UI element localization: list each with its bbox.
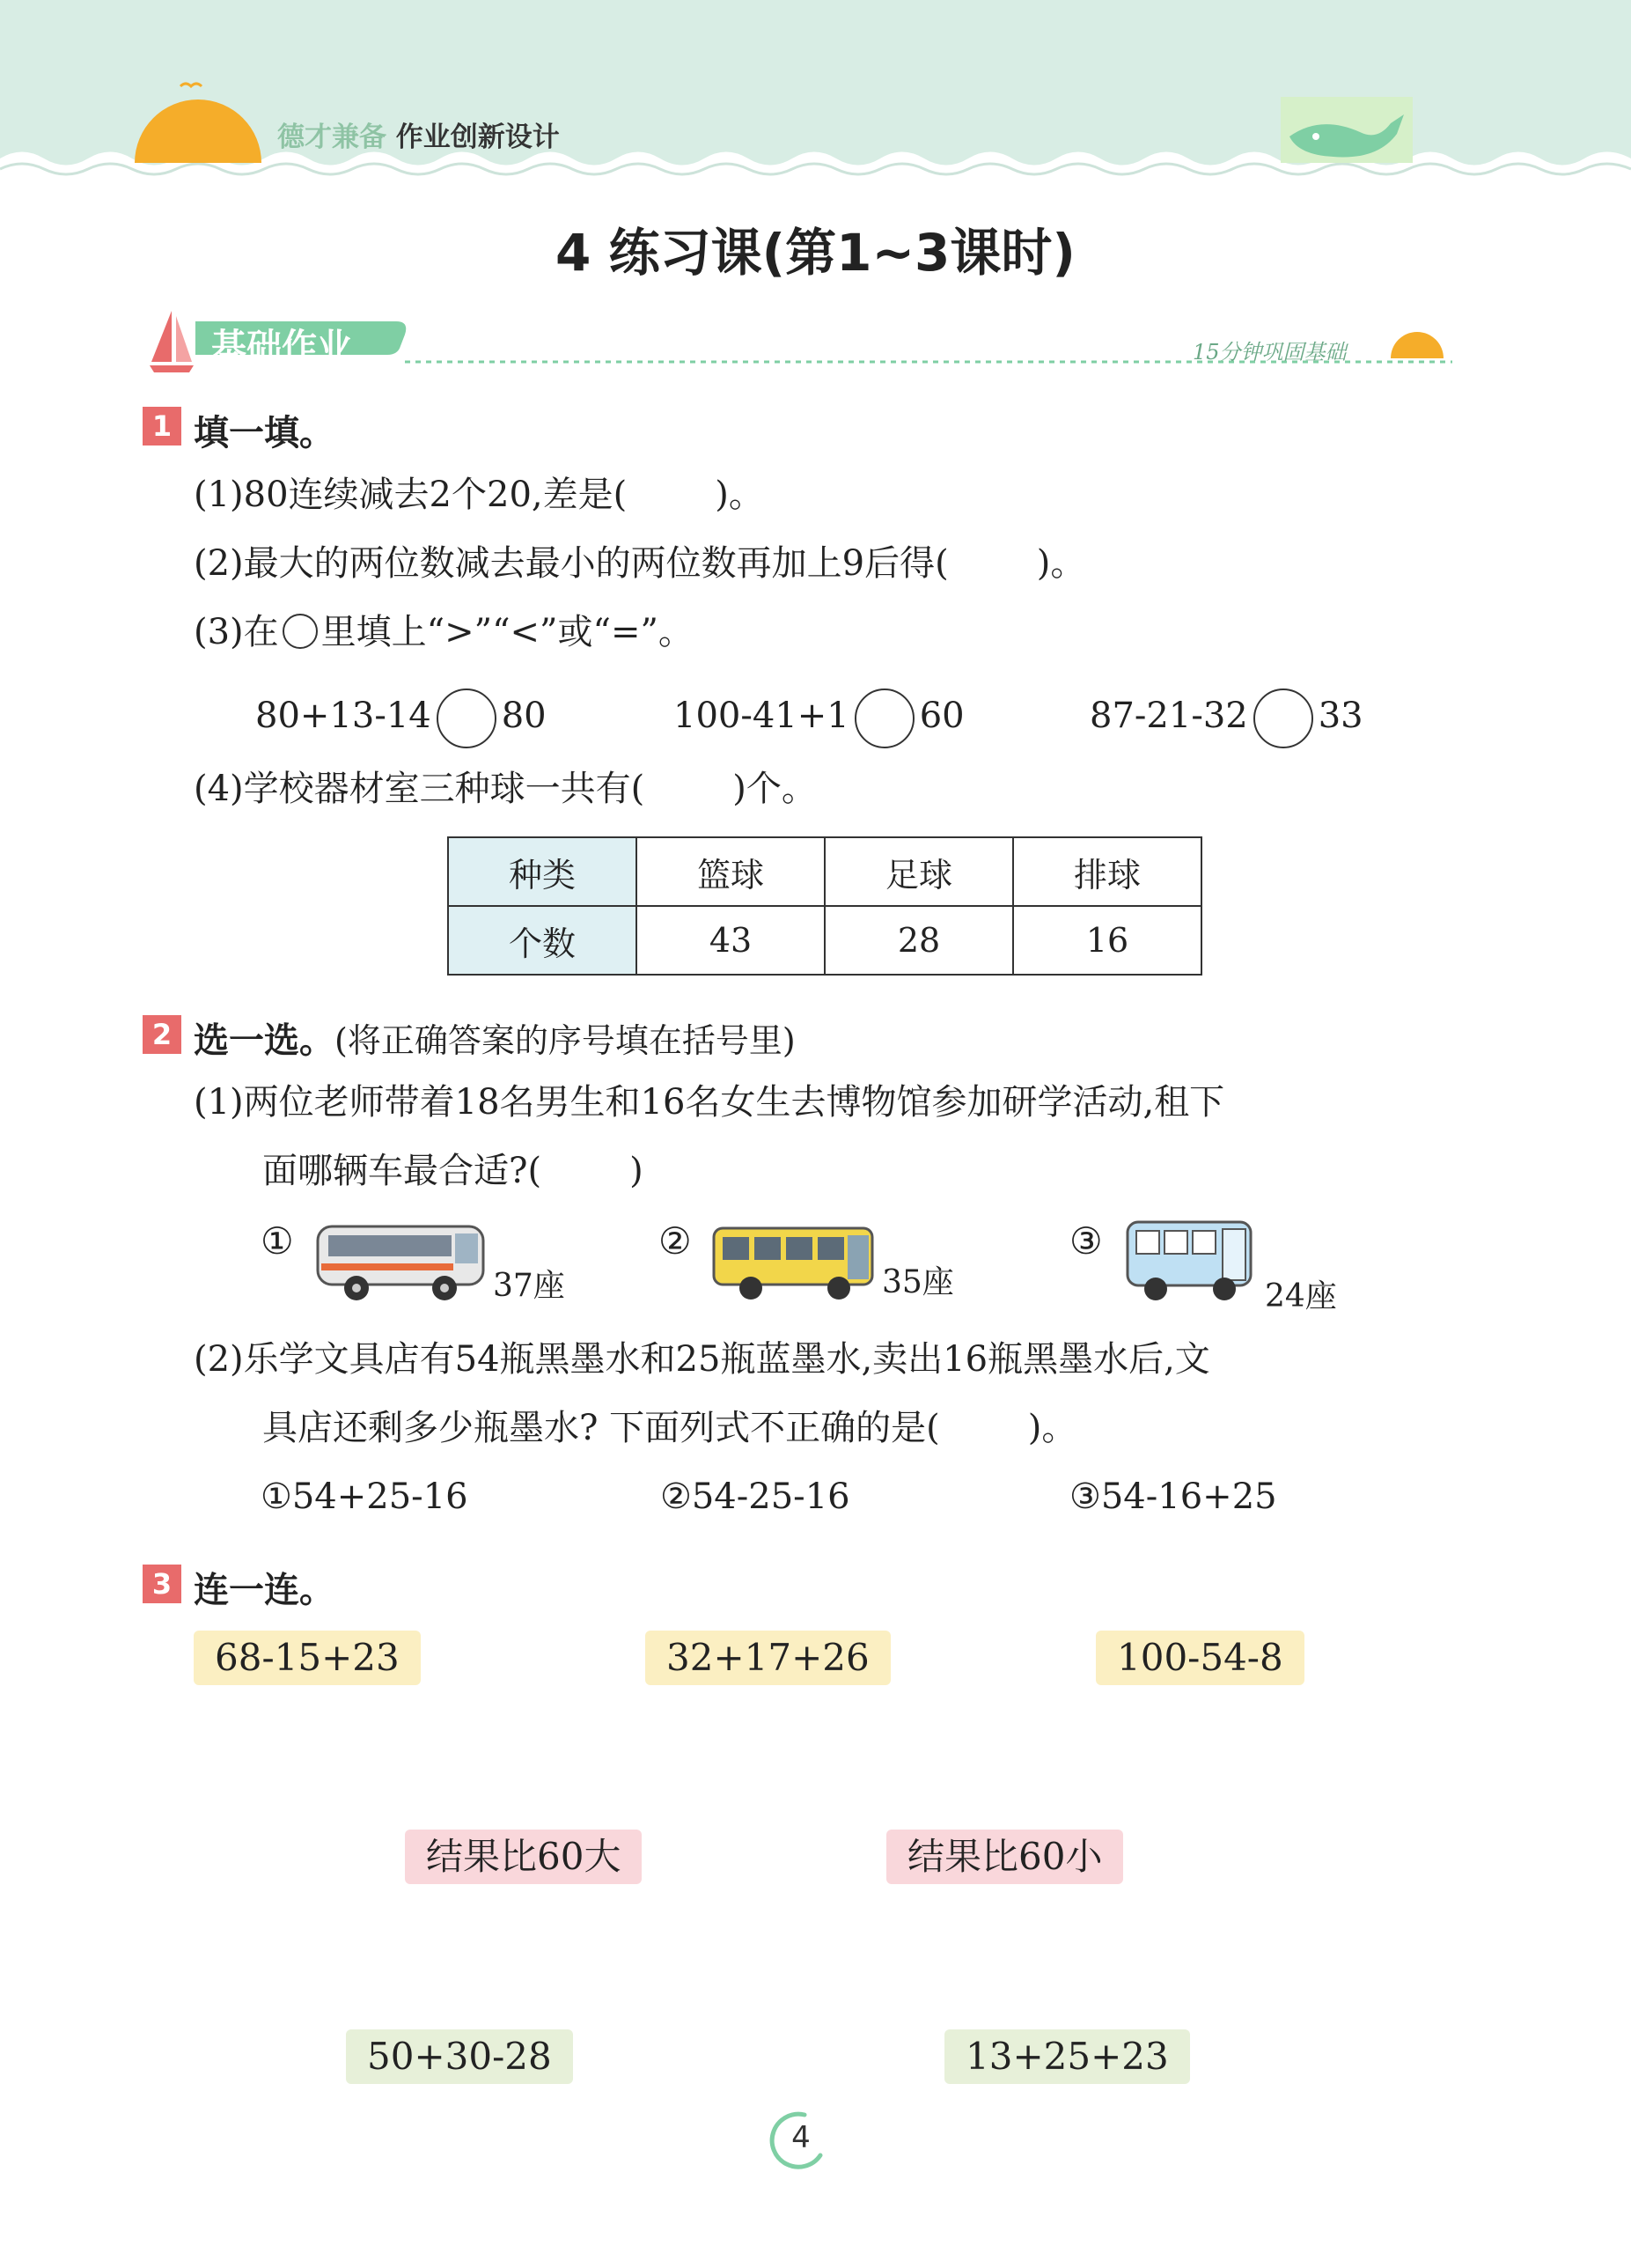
table-cell: 43 (636, 906, 825, 975)
q1-item-2-end: )。 (1036, 543, 1086, 584)
whale-icon (1281, 97, 1413, 163)
vehicle-1-seats: 37座 (493, 1268, 565, 1304)
page-title: 4 练习课(第1~3课时) (555, 223, 1076, 283)
question-number-1: 1 (143, 407, 181, 446)
compare-2-left: 100-41+1 (673, 696, 849, 736)
q2-sub1-line2-text: 面哪辆车最合适?( (262, 1151, 542, 1191)
minibus-icon (1122, 1215, 1259, 1307)
vehicle-3-seats: 24座 (1265, 1278, 1337, 1314)
compare-3 (1090, 688, 1363, 748)
option-3[interactable]: ③54-16+25 (1069, 1476, 1277, 1517)
q2-sub2-line2-text: 具店还剩多少瓶墨水? 下面列式不正确的是( (262, 1408, 940, 1448)
q1-item-4 (194, 768, 817, 810)
q2-sub1-line2-end: ) (629, 1151, 643, 1191)
compare-1 (255, 688, 547, 748)
compare-circle[interactable] (437, 688, 496, 748)
compare-2 (673, 688, 965, 748)
question-number-2: 2 (143, 1015, 181, 1054)
q1-item-3-text: (3)在 (194, 612, 279, 652)
question-title-3: 连一连。 (194, 1570, 334, 1610)
q2-sub1-line2 (262, 1150, 643, 1192)
result-chip[interactable]: 结果比60小 (886, 1830, 1123, 1884)
q1-item-2 (194, 542, 1085, 585)
table-cell: 排球 (1013, 837, 1201, 906)
q1-item-1 (194, 474, 764, 516)
q1-item-1-text: (1)80连续减去2个20,差是( (194, 475, 628, 515)
question-number-3: 3 (143, 1565, 181, 1603)
q2-sub2-line2-end: )。 (1027, 1408, 1077, 1448)
table-cell: 16 (1013, 906, 1201, 975)
expression-chip[interactable]: 100-54-8 (1096, 1631, 1304, 1685)
expression-chip[interactable]: 68-15+23 (194, 1631, 421, 1685)
q2-title-note: (将正确答案的序号填在括号里) (334, 1021, 796, 1060)
expression-chip[interactable]: 32+17+26 (645, 1631, 891, 1685)
brand-green-text: 德才兼备 (277, 122, 386, 153)
compare-circle[interactable] (1253, 688, 1313, 748)
q2-sub2-line2 (262, 1407, 1076, 1449)
compare-3-right: 33 (1318, 696, 1363, 736)
q1-item-3-end: 里填上“>”“<”或“=”。 (320, 612, 694, 652)
table-cell: 篮球 (636, 837, 825, 906)
table-header-row (448, 837, 1201, 906)
q1-item-4-text: (4)学校器材室三种球一共有( (194, 769, 645, 809)
question-title-1: 填一填。 (194, 413, 334, 453)
section-note: 15分钟巩固基础 (1193, 340, 1347, 364)
compare-3-left: 87-21-32 (1090, 696, 1248, 736)
circle-symbol (283, 614, 318, 649)
ball-count-table (447, 836, 1202, 976)
compare-1-right: 80 (501, 696, 547, 736)
vehicle-2-seats: 35座 (882, 1264, 954, 1300)
q1-item-3 (194, 611, 694, 653)
table-cell: 28 (825, 906, 1013, 975)
expression-chip[interactable]: 50+30-28 (346, 2029, 573, 2084)
compare-2-right: 60 (919, 696, 965, 736)
table-cell: 种类 (448, 837, 636, 906)
q2-sub2-line1: (2)乐学文具店有54瓶黑墨水和25瓶蓝墨水,卖出16瓶黑墨水后,文 (194, 1339, 1210, 1380)
table-cell: 个数 (448, 906, 636, 975)
vehicle-1-label: ① (261, 1219, 294, 1263)
coach-bus-icon (312, 1219, 493, 1307)
brand-dark-text: 作业创新设计 (395, 122, 560, 153)
compare-1-left: 80+13-14 (255, 696, 431, 736)
vehicle-3-label: ③ (1069, 1219, 1103, 1263)
table-cell: 足球 (825, 837, 1013, 906)
option-2[interactable]: ②54-25-16 (660, 1476, 850, 1517)
q1-item-4-end: )个。 (732, 769, 817, 809)
q2-title-text: 选一选。 (194, 1020, 334, 1061)
question-title-2 (194, 1012, 796, 1063)
q2-sub1-line1: (1)两位老师带着18名男生和16名女生去博物馆参加研学活动,租下 (194, 1082, 1225, 1123)
city-bus-icon (709, 1219, 880, 1307)
table-row (448, 906, 1201, 975)
q1-item-1-end: )。 (715, 475, 764, 515)
option-1[interactable]: ①54+25-16 (261, 1476, 468, 1517)
expression-chip[interactable]: 13+25+23 (944, 2029, 1190, 2084)
compare-circle[interactable] (855, 688, 915, 748)
section-title: 基础作业 (211, 327, 352, 367)
sun-logo-icon (128, 70, 268, 167)
result-chip[interactable]: 结果比60大 (405, 1830, 642, 1884)
brand-title (277, 114, 560, 154)
q1-item-2-text: (2)最大的两位数减去最小的两位数再加上9后得( (194, 543, 949, 584)
vehicle-2-label: ② (658, 1219, 692, 1263)
page-number: 4 (791, 2120, 811, 2155)
